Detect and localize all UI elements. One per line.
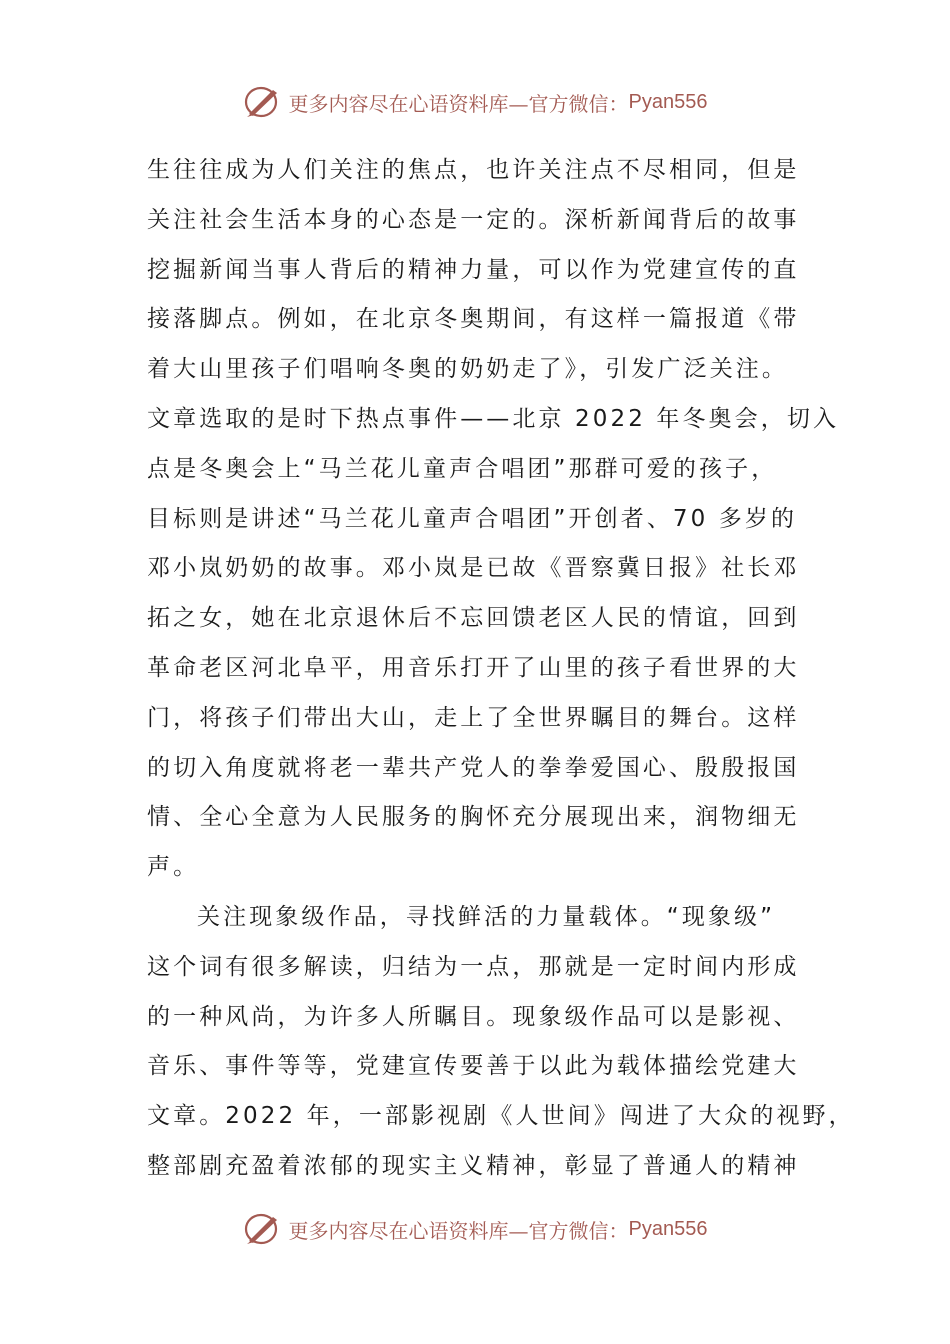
text-line: 关注现象级作品，寻找鲜活的力量载体。“现象级” [197, 903, 776, 930]
watermark-banner-bottom [0, 1209, 950, 1249]
text-line: 拓之女，她在北京退休后不忘回馈老区人民的情谊，回到 [147, 605, 800, 632]
text-line: 挖掘新闻当事人背后的精神力量，可以作为党建宣传的直 [147, 256, 800, 283]
text-line: 革命老区河北阜平，用音乐打开了山里的孩子看世界的大 [147, 654, 800, 681]
watermark-brand-text: 更多内容尽在心语资料库—官方微信： [288, 1218, 629, 1243]
watermark-wechat-id: Pyan556 [628, 1217, 708, 1240]
watermark-wechat-id: Pyan556 [628, 90, 708, 113]
text-line: 门，将孩子们带出大山，走上了全世界瞩目的舞台。这样 [147, 704, 800, 731]
text-line: 文章选取的是时下热点事件——北京 2022 年冬奥会，切入 [147, 405, 840, 432]
text-line: 邓小岚奶奶的故事。邓小岚是已故《晋察冀日报》社长邓 [147, 555, 800, 582]
text-line: 的切入角度就将老一辈共产党人的拳拳爱国心、殷殷报国 [147, 754, 800, 781]
text-line: 目标则是讲述“马兰花儿童声合唱团”开创者、70 多岁的 [147, 505, 798, 532]
text-line: 声。 [147, 854, 200, 881]
text-line: 这个词有很多解读，归结为一点，那就是一定时间内形成 [147, 953, 800, 980]
text-line: 点是冬奥会上“马兰花儿童声合唱团”那群可爱的孩子， [147, 455, 778, 482]
text-line: 音乐、事件等等，党建宣传要善于以此为载体描绘党建大 [147, 1053, 800, 1080]
text-line: 情、全心全意为人民服务的胸怀充分展现出来，润物细无 [147, 804, 800, 831]
text-line: 着大山里孩子们唱响冬奥的奶奶走了》，引发广泛关注。 [147, 356, 788, 383]
text-line: 整部剧充盈着浓郁的现实主义精神，彰显了普通人的精神 [147, 1152, 800, 1179]
text-line: 接落脚点。例如，在北京冬奥期间，有这样一篇报道《带 [147, 306, 800, 333]
text-line: 生往往成为人们关注的焦点，也许关注点不尽相同，但是 [147, 157, 800, 183]
watermark-banner-top [0, 82, 950, 122]
text-line: 关注社会生活本身的心态是一定的。深析新闻背后的故事 [147, 206, 800, 233]
text-line: 的一种风尚，为许多人所瞩目。现象级作品可以是影视、 [147, 1003, 800, 1030]
watermark-brand-text: 更多内容尽在心语资料库—官方微信： [288, 91, 629, 116]
document-body [147, 146, 855, 1192]
pen-logo-icon [243, 84, 283, 120]
text-line: 文章。2022 年，一部影视剧《人世间》闯进了大众的视野， [147, 1103, 855, 1130]
pen-logo-icon [243, 1211, 283, 1247]
